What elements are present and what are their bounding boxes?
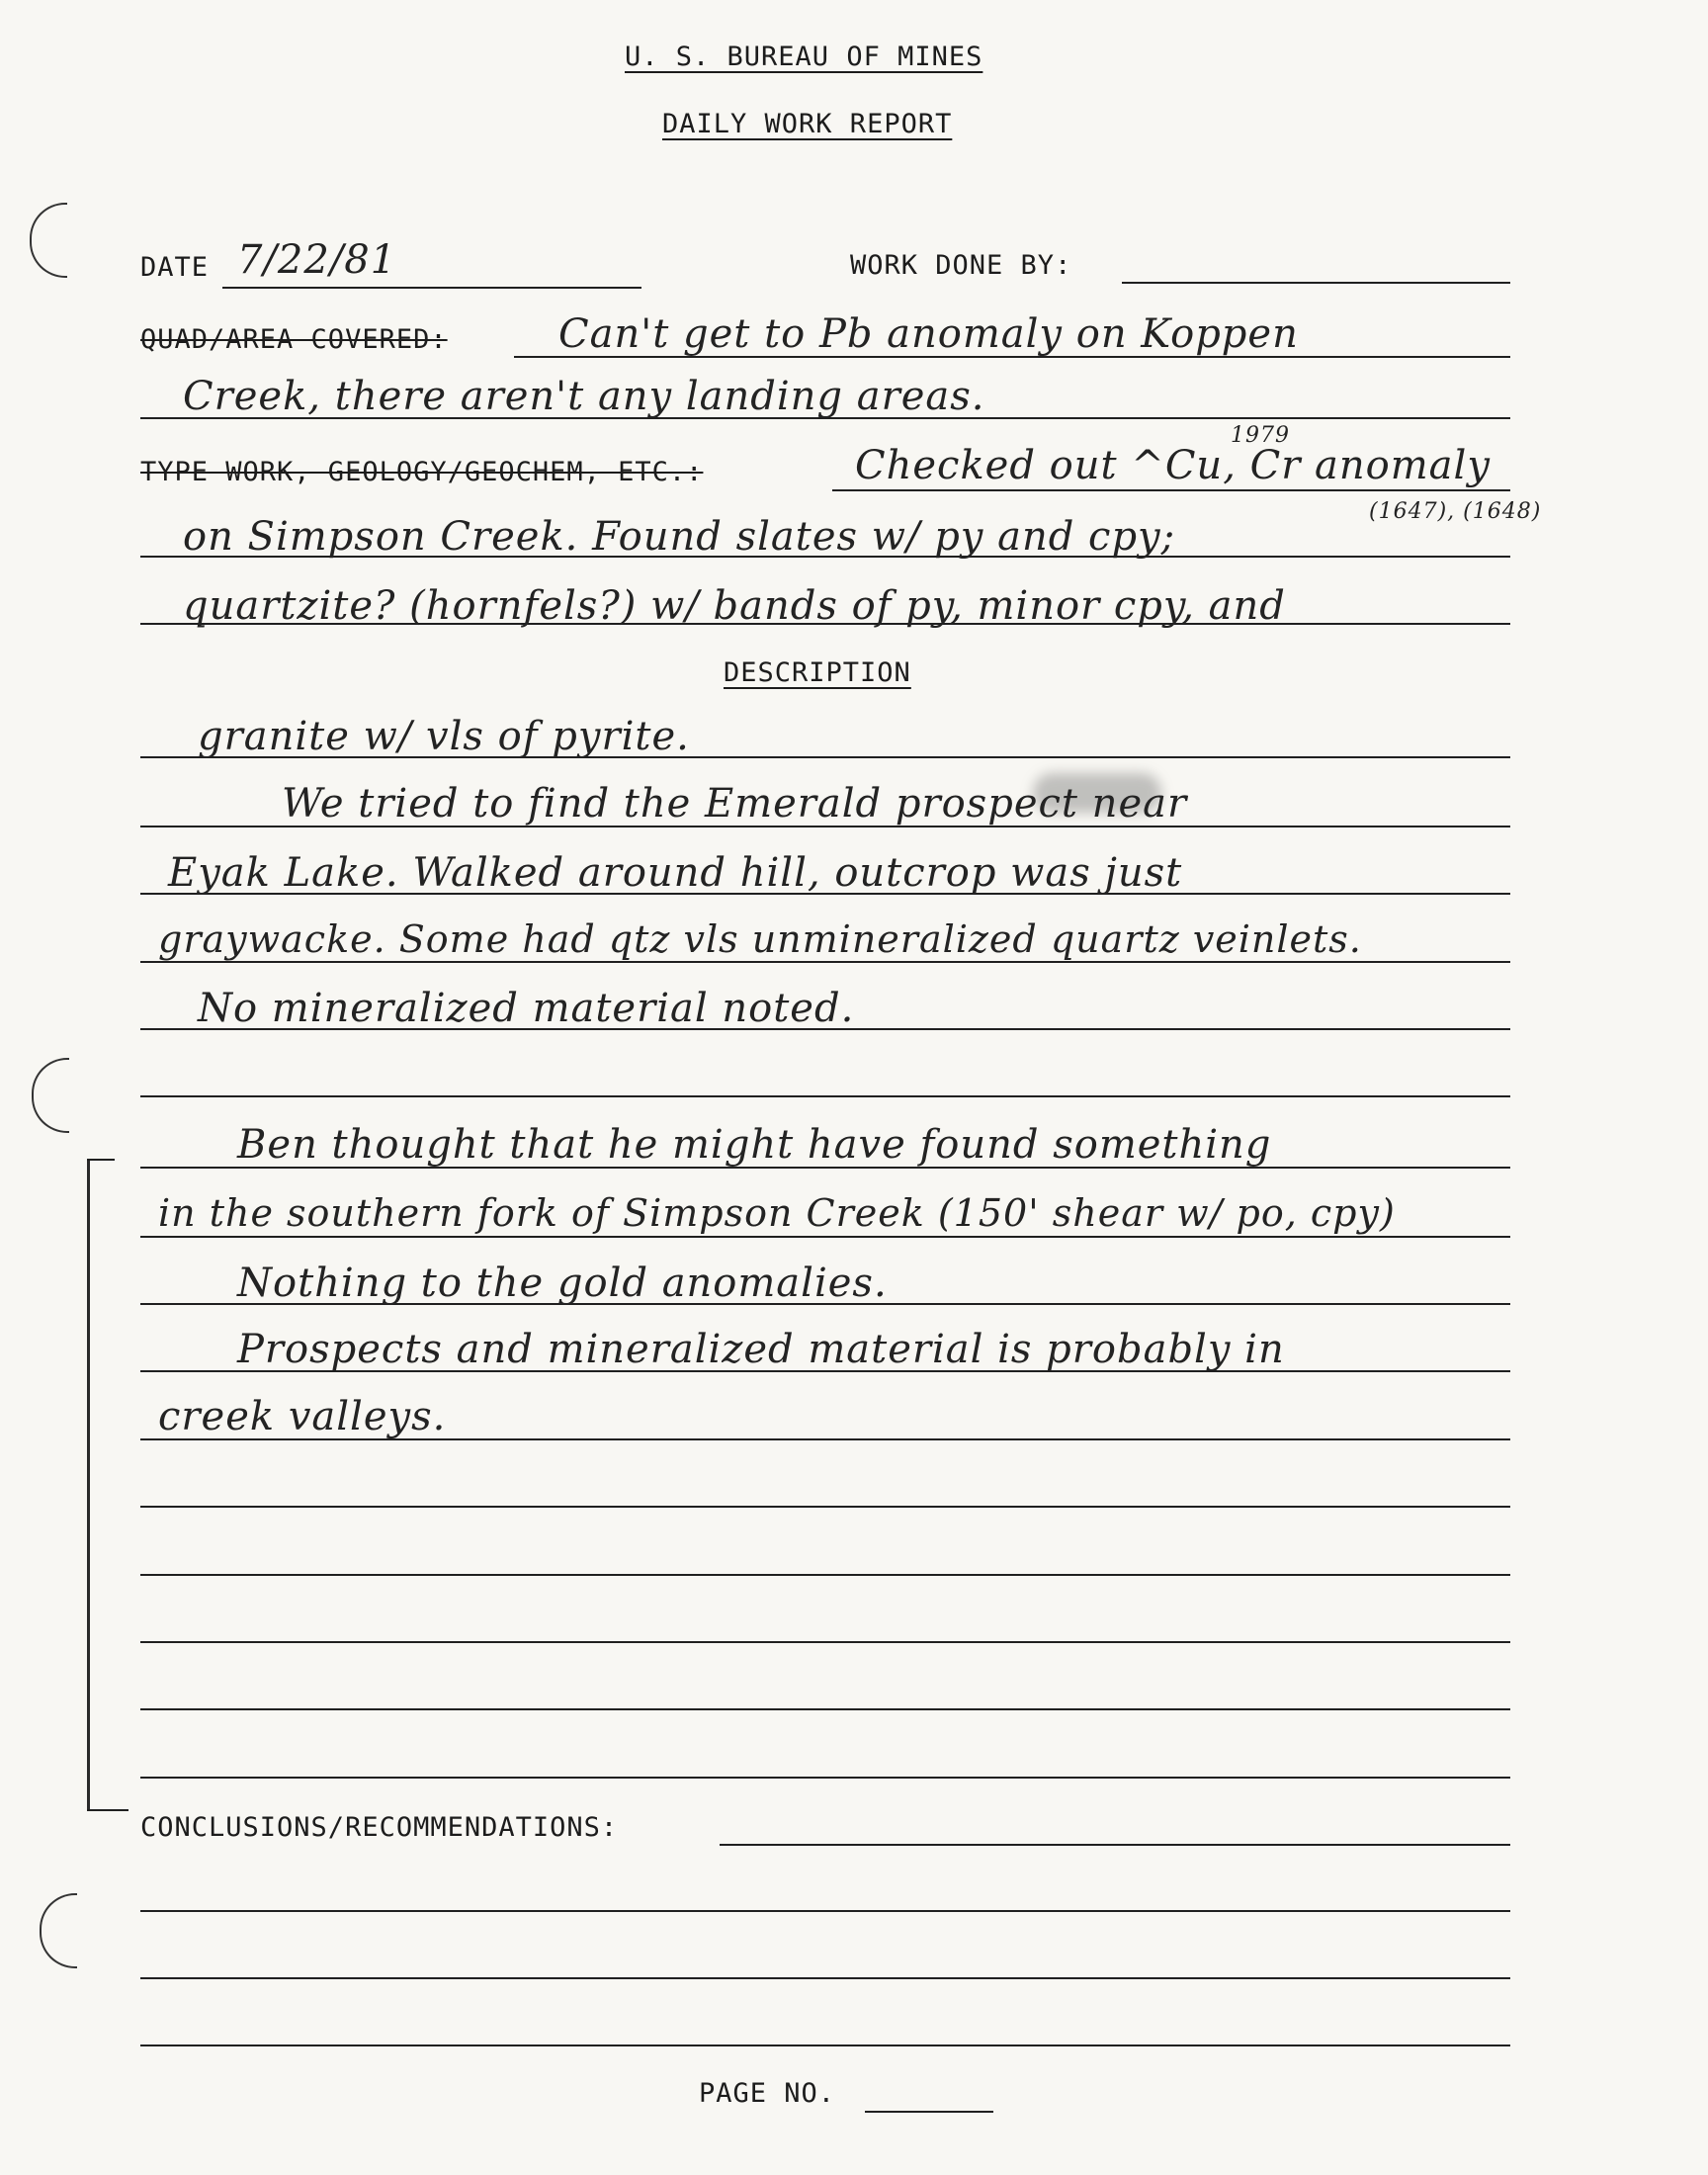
desc-text-8: in the southern fork of Simpson Creek (150' shear w/ po, cpy) bbox=[158, 1191, 1396, 1235]
margin-bracket bbox=[87, 1159, 90, 1811]
date-label: DATE bbox=[140, 252, 210, 283]
desc-text-3: Eyak Lake. Walked around hill, outcrop was just bbox=[168, 850, 1183, 896]
date-line bbox=[222, 287, 641, 289]
type-superscript-samples: (1647), (1648) bbox=[1369, 499, 1542, 524]
desc-text-5: No mineralized material noted. bbox=[198, 986, 855, 1031]
desc-line-8 bbox=[140, 1236, 1510, 1238]
work-done-by-line bbox=[1122, 282, 1510, 284]
type-text-3: quartzite? (hornfels?) w/ bands of py, minor cpy, and bbox=[183, 583, 1286, 629]
desc-text-9: Nothing to the gold anomalies. bbox=[237, 1261, 888, 1306]
date-value: 7/22/81 bbox=[237, 237, 397, 283]
desc-line-6 bbox=[140, 1095, 1510, 1097]
desc-text-11: creek valleys. bbox=[158, 1394, 447, 1439]
type-work-label-text: TYPE WORK, GEOLOGY/GEOCHEM, ETC.: bbox=[140, 457, 704, 487]
desc-line-15 bbox=[140, 1708, 1510, 1710]
conclusions-line-2 bbox=[140, 1910, 1510, 1912]
bracket-bottom-tick bbox=[87, 1809, 128, 1811]
desc-text-4: graywacke. Some had qtz vls unmineralized quartz veinlets. bbox=[158, 917, 1362, 961]
desc-line-13 bbox=[140, 1574, 1510, 1576]
desc-line-4 bbox=[140, 961, 1510, 963]
page-number-label: PAGE NO. bbox=[699, 2078, 836, 2109]
desc-text-2: We tried to find the Emerald prospect near bbox=[282, 781, 1188, 826]
quad-area-label: QUAD/AREA COVERED: bbox=[140, 324, 448, 355]
type-text-2: on Simpson Creek. Found slates w/ py and cpy; bbox=[183, 514, 1176, 560]
type-line-1 bbox=[832, 489, 1510, 491]
desc-line-12 bbox=[140, 1506, 1510, 1508]
page-number-line bbox=[865, 2111, 993, 2113]
type-work-label bbox=[140, 457, 703, 487]
desc-text-1: granite w/ vls of pyrite. bbox=[198, 714, 690, 759]
desc-line-14 bbox=[140, 1641, 1510, 1643]
description-heading: DESCRIPTION bbox=[724, 657, 911, 688]
bracket-top-arrow bbox=[87, 1159, 115, 1161]
punch-hole-top bbox=[30, 203, 67, 278]
desc-text-7: Ben thought that he might have found something bbox=[237, 1122, 1272, 1168]
quad-text-1: Can't get to Pb anomaly on Koppen bbox=[558, 311, 1299, 357]
quad-text-2: Creek, there aren't any landing areas. bbox=[183, 374, 985, 419]
conclusions-label: CONCLUSIONS/RECOMMENDATIONS: bbox=[140, 1812, 619, 1843]
work-done-by-label: WORK DONE BY: bbox=[850, 250, 1072, 281]
desc-text-10: Prospects and mineralized material is probably in bbox=[237, 1327, 1285, 1372]
conclusions-line-4 bbox=[140, 2044, 1510, 2046]
report-agency-title: U. S. BUREAU OF MINES bbox=[625, 42, 983, 72]
type-text-1: Checked out ^Cu, Cr anomaly bbox=[855, 443, 1491, 488]
report-title: DAILY WORK REPORT bbox=[662, 109, 953, 139]
punch-hole-bottom bbox=[40, 1893, 77, 1968]
conclusions-line-3 bbox=[140, 1977, 1510, 1979]
type-superscript-year: 1979 bbox=[1231, 423, 1290, 448]
desc-line-16 bbox=[140, 1777, 1510, 1779]
conclusions-line-1 bbox=[720, 1844, 1510, 1846]
punch-hole-middle bbox=[32, 1058, 69, 1133]
